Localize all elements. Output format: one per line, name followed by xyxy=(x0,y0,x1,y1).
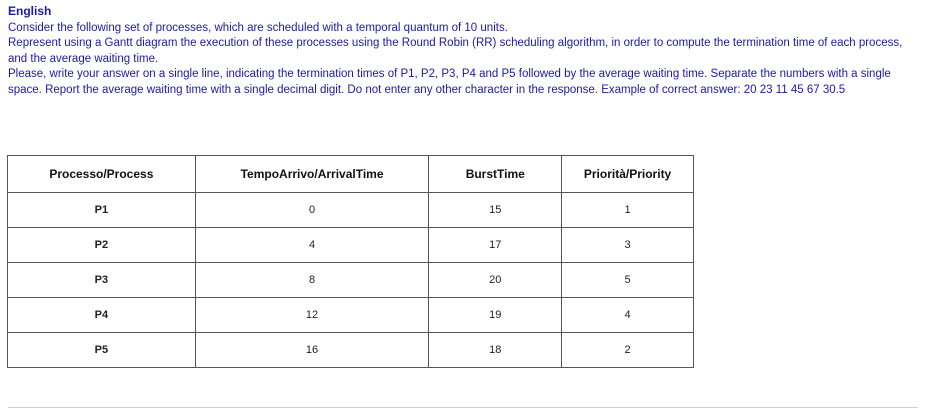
table-row xyxy=(8,263,694,298)
priority: 5 xyxy=(562,263,694,298)
priority: 2 xyxy=(562,333,694,368)
burst-time: 20 xyxy=(429,263,562,298)
burst-time: 18 xyxy=(429,333,562,368)
table-row xyxy=(8,333,694,368)
process-name: P5 xyxy=(8,333,196,368)
table-row xyxy=(8,298,694,333)
process-name: P4 xyxy=(8,298,196,333)
table-row xyxy=(8,228,694,263)
table-row xyxy=(8,193,694,228)
arrival-time: 4 xyxy=(195,228,429,263)
priority: 4 xyxy=(562,298,694,333)
process-name: P2 xyxy=(8,228,196,263)
burst-time: 19 xyxy=(429,298,562,333)
burst-time: 15 xyxy=(429,193,562,228)
table-header-row xyxy=(8,156,694,193)
burst-time: 17 xyxy=(429,228,562,263)
arrival-time: 8 xyxy=(195,263,429,298)
header-process: Processo/Process xyxy=(8,156,196,193)
arrival-time: 16 xyxy=(195,333,429,368)
process-name: P3 xyxy=(8,263,196,298)
priority: 3 xyxy=(562,228,694,263)
language-heading: English xyxy=(8,4,52,18)
header-burst-time: BurstTime xyxy=(429,156,562,193)
header-arrival-time: TempoArrivo/ArrivalTime xyxy=(195,156,429,193)
section-divider xyxy=(8,407,918,408)
question-line-quantum: Consider the following set of processes, which are scheduled with a temporal quantum of 10 units. xyxy=(8,21,508,34)
priority: 1 xyxy=(562,193,694,228)
header-priority: Priorità/Priority xyxy=(562,156,694,193)
question-line-gantt: Represent using a Gantt diagram the execution of these processes using the Round Robin (RR) scheduling algorithm, in order to compute the termination time of each process, and the average waiting time. xyxy=(8,37,903,65)
question-text xyxy=(8,4,913,98)
process-table xyxy=(7,155,694,368)
arrival-time: 0 xyxy=(195,193,429,228)
question-line-instructions: Please, write your answer on a single line, indicating the termination times of P1, P2, P3, P4 and P5 followed by the average waiting time. Separate the numbers with a single space. Report the average waiting time with a single decimal digit. Do not enter any other character in the response. Example of correct answer: 20 23 11 45 67 30.5 xyxy=(8,68,891,96)
arrival-time: 12 xyxy=(195,298,429,333)
process-name: P1 xyxy=(8,193,196,228)
